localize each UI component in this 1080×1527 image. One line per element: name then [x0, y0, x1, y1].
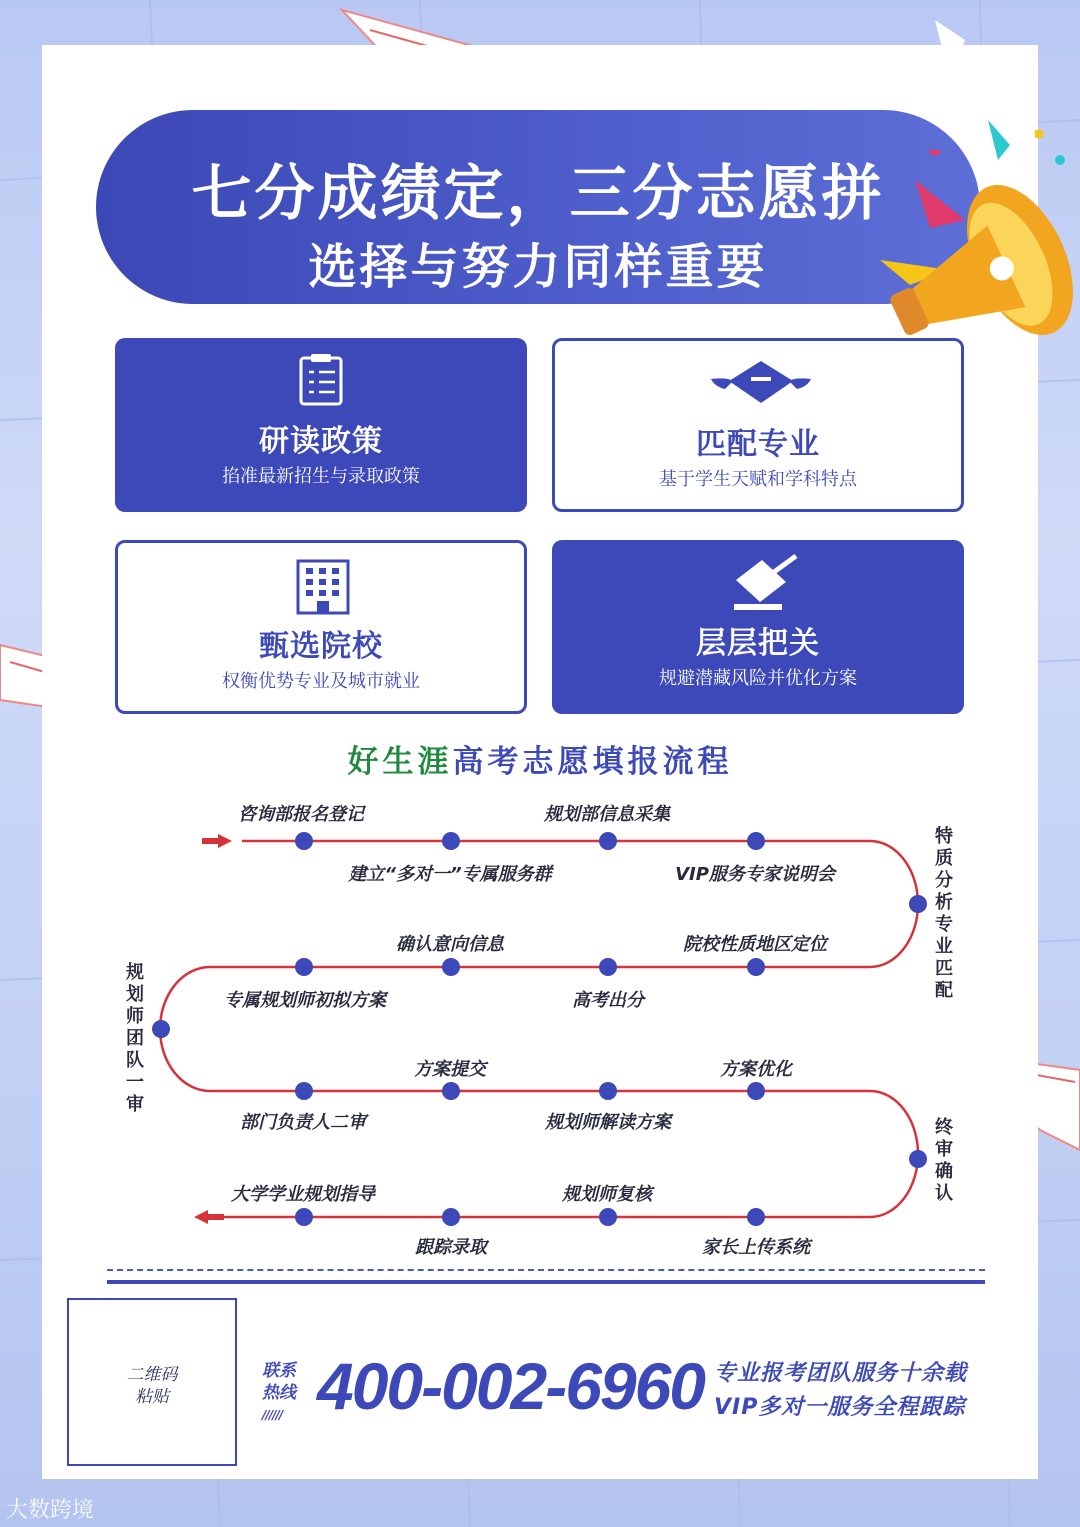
step-label: 确认意向信息 [396, 934, 504, 955]
step-label: 咨询部报名登记 [238, 804, 364, 825]
headline-line1: 七分成绩定，三分志愿拼 [191, 159, 885, 229]
hotline-label: 联系热线 [262, 1361, 296, 1403]
route-node [599, 832, 617, 850]
route-node [295, 958, 313, 976]
step-label: VIP服务专家说明会 [675, 864, 835, 885]
route-node [295, 1082, 313, 1100]
headline-line2: 选择与努力同样重要 [308, 239, 768, 295]
step-label-vertical: 特质分析专业匹配 [935, 826, 953, 1001]
start-arrow-icon [202, 834, 232, 848]
step-label: 规划师解读方案 [545, 1112, 671, 1133]
route-node [442, 958, 460, 976]
step-label: 大学学业规划指导 [231, 1184, 375, 1205]
end-arrow-icon [194, 1210, 224, 1224]
step-label: 方案优化 [720, 1059, 792, 1080]
route-node [152, 1020, 170, 1038]
hotline-slashes: ////// [262, 1408, 283, 1422]
feature-subtitle: 掐准最新招生与录取政策 [222, 466, 420, 487]
qr-code-placeholder [67, 1298, 237, 1466]
step-label: 规划师复核 [562, 1184, 652, 1205]
step-label: 跟踪录取 [415, 1237, 487, 1258]
route-node [747, 832, 765, 850]
feature-title: 层层把关 [696, 626, 820, 661]
step-label: 高考出分 [572, 990, 644, 1011]
feature-subtitle: 规避潜藏风险并优化方案 [659, 668, 857, 689]
step-label: 方案提交 [414, 1059, 486, 1080]
route-node [442, 1082, 460, 1100]
process-title-text: 高考志愿填报流程 [452, 744, 733, 780]
step-label: 建立“多对一”专属服务群 [348, 864, 552, 885]
route-node [909, 1150, 927, 1168]
divider-solid [107, 1280, 985, 1284]
step-label-vertical: 终审确认 [935, 1117, 953, 1204]
step-label: 部门负责人二审 [240, 1112, 366, 1133]
route-node [747, 1082, 765, 1100]
tagline-2: VIP多对一服务全程跟踪 [714, 1395, 966, 1420]
watermark: 大数跨境 [6, 1498, 95, 1523]
step-label: 专属规划师初拟方案 [224, 990, 386, 1011]
route-node [295, 1208, 313, 1226]
route-node [442, 832, 460, 850]
step-label: 院校性质地区定位 [683, 934, 827, 955]
step-label-vertical: 规划师团队一审 [126, 962, 144, 1115]
step-label: 规划部信息采集 [544, 804, 670, 825]
tagline-1: 专业报考团队服务十余载 [714, 1361, 968, 1386]
route-node [599, 1082, 617, 1100]
route-node [747, 1208, 765, 1226]
feature-title: 匹配专业 [696, 427, 820, 462]
hotline-phone[interactable]: 400-002-6960 [317, 1349, 705, 1423]
route-node [295, 832, 313, 850]
route-node [599, 958, 617, 976]
hotline-label-group [262, 1360, 306, 1426]
brand-name: 好生涯 [347, 744, 453, 780]
route-node [747, 958, 765, 976]
divider-dashed [107, 1269, 985, 1271]
feature-title: 研读政策 [259, 424, 383, 459]
route-node [599, 1208, 617, 1226]
route-node [909, 895, 927, 913]
feature-title: 甄选院校 [259, 629, 383, 664]
feature-subtitle: 基于学生天赋和学科特点 [659, 469, 857, 490]
qr-label: 二维码 粘贴 [126, 1365, 178, 1407]
step-label: 家长上传系统 [702, 1237, 810, 1258]
feature-subtitle: 权衡优势专业及城市就业 [222, 671, 420, 692]
route-node [442, 1208, 460, 1226]
